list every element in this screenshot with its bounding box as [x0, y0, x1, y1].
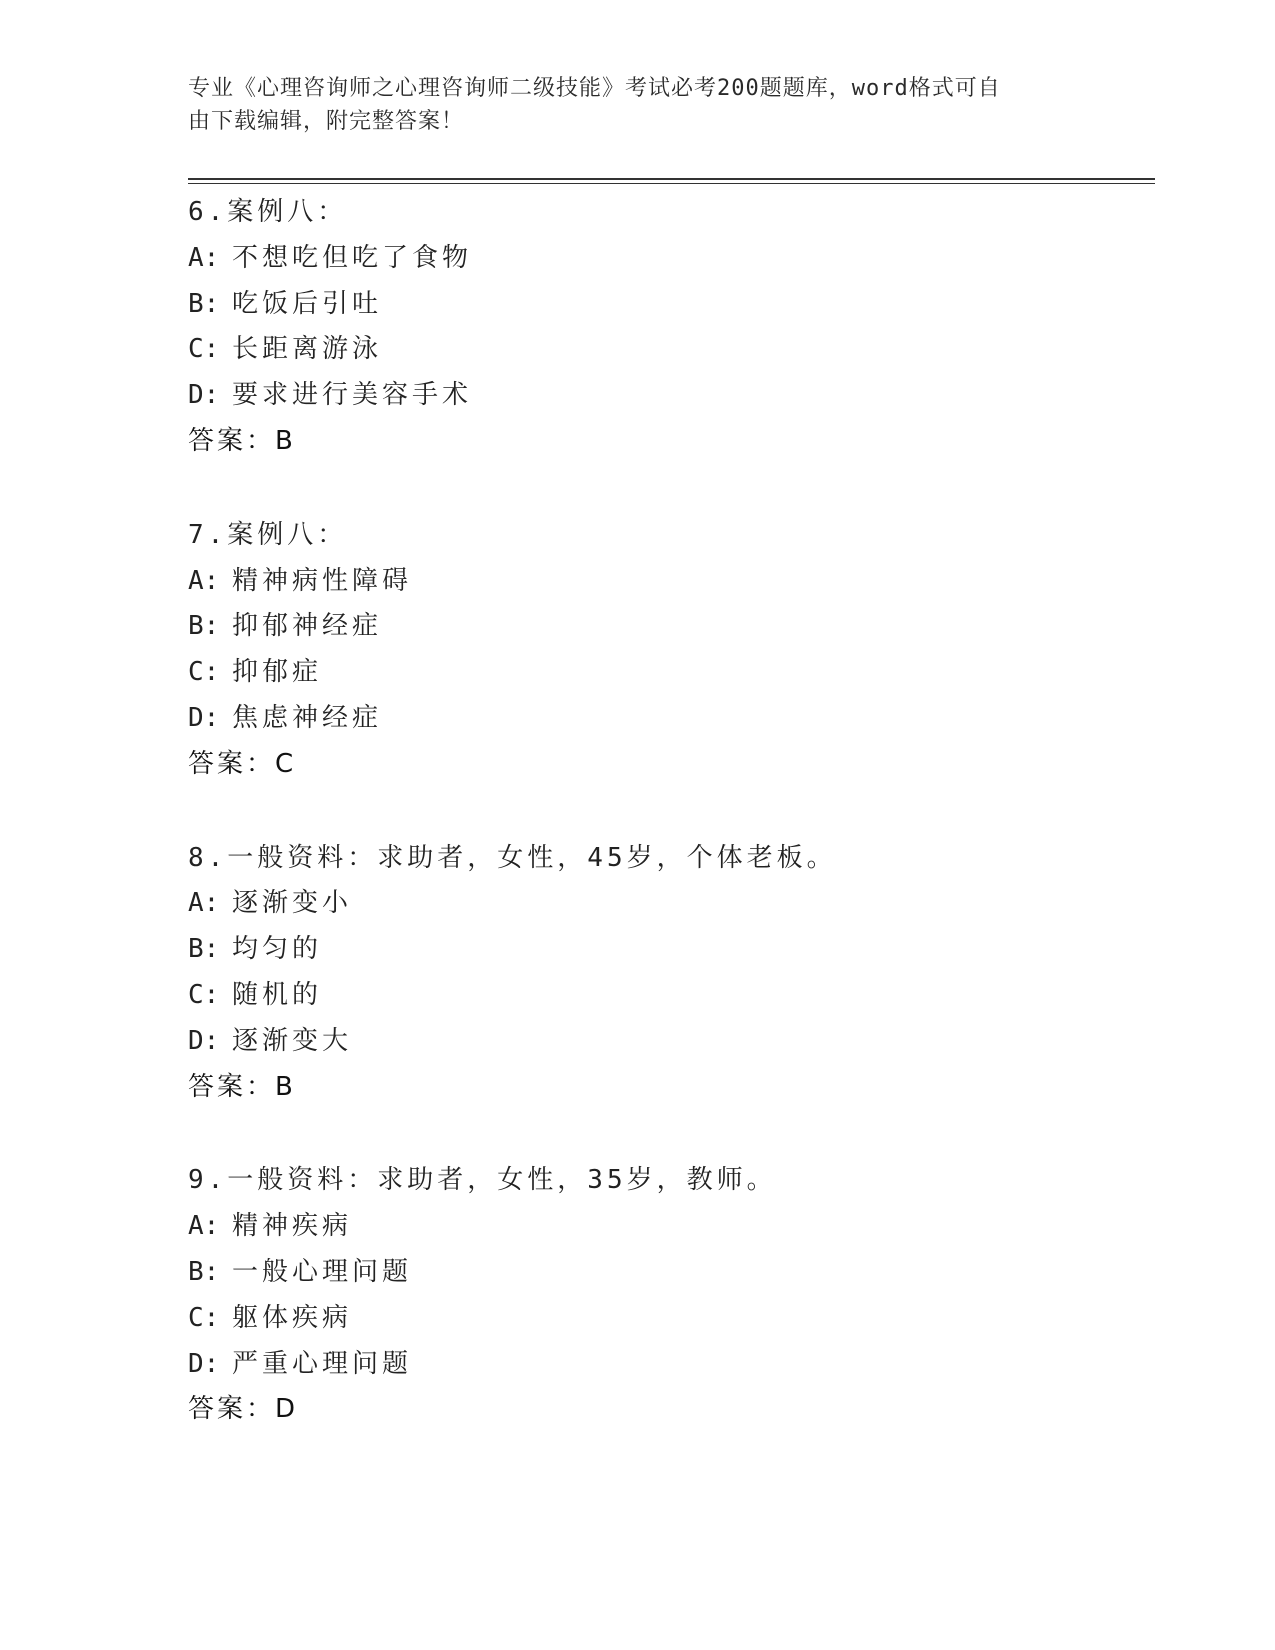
option-text: 抑郁神经症	[232, 611, 383, 642]
header-line-1: 专业《心理咨询师之心理咨询师二级技能》考试必考200题题库，word格式可自	[188, 76, 1001, 101]
header-line-2: 由下载编辑，附完整答案！	[188, 109, 465, 134]
option-letter: A:	[188, 565, 220, 596]
question-7	[188, 513, 1148, 788]
option-a	[188, 236, 1148, 282]
option-text: 躯体疾病	[232, 1302, 353, 1333]
question-8	[188, 836, 1148, 1111]
option-text: 精神病性障碍	[232, 565, 413, 596]
option-letter: D:	[188, 702, 220, 733]
option-text: 严重心理问题	[232, 1348, 413, 1379]
option-letter: D:	[188, 380, 220, 411]
option-text: 一般心理问题	[232, 1256, 413, 1287]
option-letter: B:	[188, 288, 220, 319]
option-letter: B:	[188, 1256, 220, 1287]
option-text: 吃饭后引吐	[232, 288, 383, 319]
option-c	[188, 327, 1148, 373]
question-title: 6.案例八：	[188, 197, 348, 227]
question-title: 9.一般资料：求助者，女性，35岁，教师。	[188, 1165, 777, 1196]
option-b	[188, 1250, 1148, 1296]
answer-line: 答案：B	[188, 1071, 296, 1102]
question-6	[188, 190, 1148, 465]
question-list	[188, 190, 1148, 1481]
option-text: 均匀的	[232, 934, 323, 965]
option-letter: C:	[188, 979, 220, 1010]
option-b	[188, 282, 1148, 328]
answer-line: 答案：C	[188, 748, 297, 779]
option-letter: C:	[188, 657, 220, 688]
header-divider-thick	[188, 178, 1155, 180]
option-a	[188, 559, 1148, 605]
option-b	[188, 927, 1148, 973]
option-letter: A:	[188, 888, 220, 919]
option-letter: D:	[188, 1348, 220, 1379]
header-divider-thin	[188, 183, 1155, 184]
option-text: 抑郁症	[232, 657, 323, 688]
option-letter: B:	[188, 934, 220, 965]
option-text: 随机的	[232, 979, 323, 1010]
option-d	[188, 1342, 1148, 1388]
answer-line: 答案：D	[188, 1394, 299, 1425]
option-c	[188, 1296, 1148, 1342]
option-d	[188, 1019, 1148, 1065]
option-text: 要求进行美容手术	[232, 380, 473, 411]
option-a	[188, 1204, 1148, 1250]
option-c	[188, 650, 1148, 696]
option-text: 不想吃但吃了食物	[232, 242, 473, 273]
option-text: 焦虑神经症	[232, 702, 383, 733]
option-text: 精神疾病	[232, 1211, 353, 1242]
question-9	[188, 1158, 1148, 1433]
option-text: 逐渐变小	[232, 888, 353, 919]
option-letter: D:	[188, 1025, 220, 1056]
option-letter: A:	[188, 242, 220, 273]
option-c	[188, 973, 1148, 1019]
option-text: 长距离游泳	[232, 334, 383, 365]
option-d	[188, 696, 1148, 742]
answer-line: 答案：B	[188, 425, 296, 456]
option-d	[188, 373, 1148, 419]
question-title: 8.一般资料：求助者，女性，45岁，个体老板。	[188, 842, 837, 873]
option-letter: A:	[188, 1211, 220, 1242]
option-a	[188, 881, 1148, 927]
option-letter: C:	[188, 1302, 220, 1333]
option-text: 逐渐变大	[232, 1025, 353, 1056]
question-title: 7.案例八：	[188, 519, 348, 550]
option-letter: B:	[188, 611, 220, 642]
option-letter: C:	[188, 334, 220, 365]
option-b	[188, 604, 1148, 650]
document-header	[188, 72, 1068, 138]
